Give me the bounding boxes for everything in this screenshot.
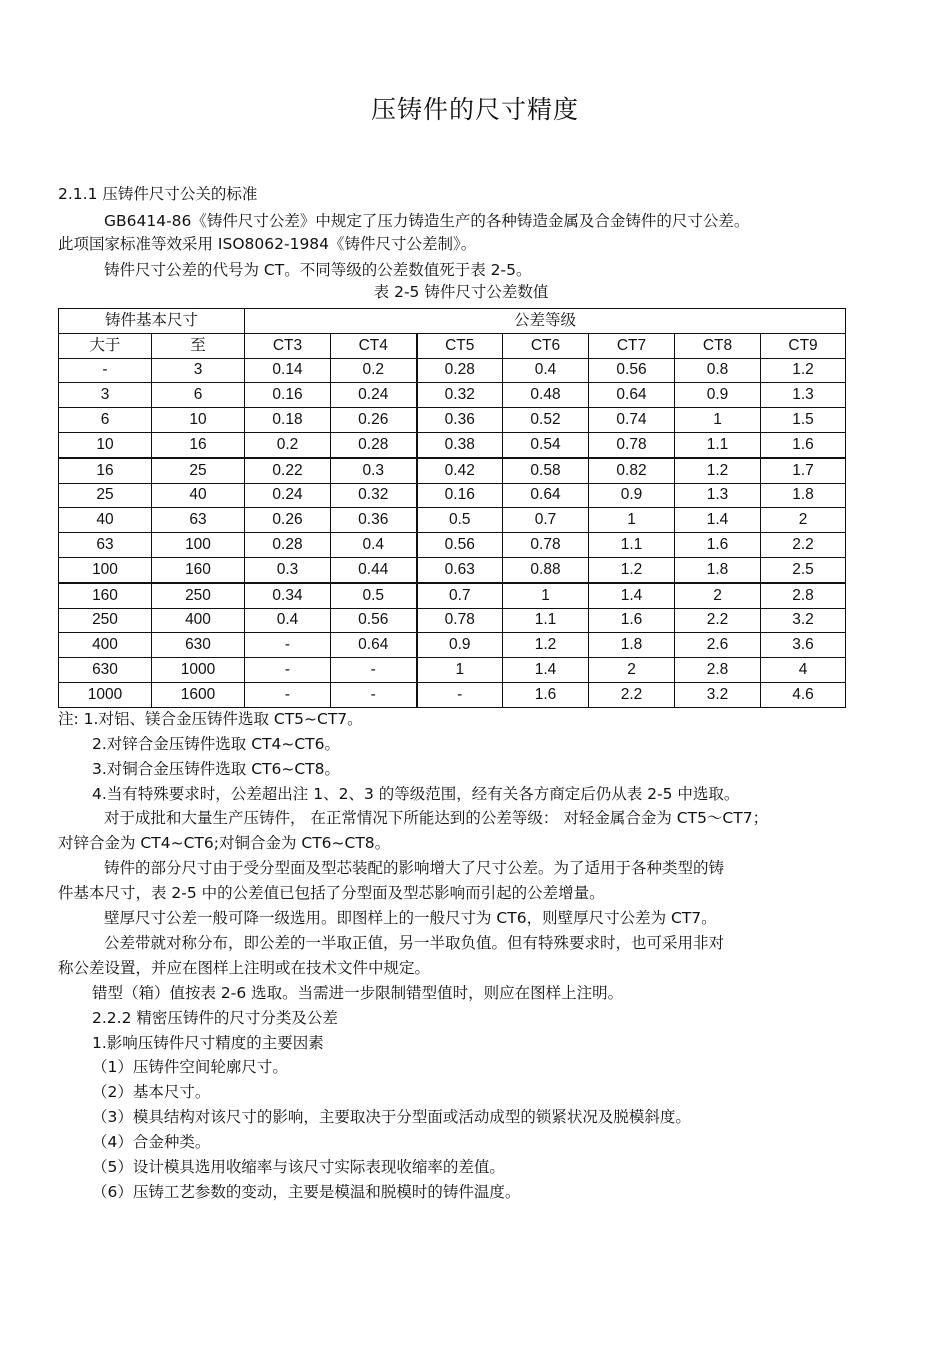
table-cell: 63	[152, 508, 245, 533]
table-cell: -	[417, 682, 503, 707]
table-row	[59, 682, 846, 707]
table-row	[59, 483, 846, 508]
table-cell: 0.7	[417, 583, 503, 608]
table-row	[59, 658, 846, 683]
table-cell: 4.6	[761, 682, 846, 707]
table-cell: 10	[59, 432, 152, 457]
table-cell: 2.5	[761, 557, 846, 582]
table-cell: 0.44	[331, 557, 417, 582]
table-row	[59, 358, 846, 383]
table-cell: -	[245, 682, 331, 707]
table-cell: 0.52	[503, 408, 589, 433]
table-cell: 10	[152, 408, 245, 433]
table-cell: 0.32	[331, 483, 417, 508]
table-cell: 1000	[59, 682, 152, 707]
header-to: 至	[152, 333, 245, 358]
paragraph-7: 错型（箱）值按表 2-6 选取。当需进一步限制错型值时，则应在图样上注明。	[92, 984, 624, 1002]
table-cell: 0.88	[503, 557, 589, 582]
header-tolerance-grade: 公差等级	[245, 309, 846, 334]
table-cell: 1.8	[761, 483, 846, 508]
table-cell: -	[245, 658, 331, 683]
table-cell: 0.64	[589, 383, 675, 408]
table-cell: 2	[675, 583, 761, 608]
table-row	[59, 608, 846, 633]
table-cell: 0.34	[245, 583, 331, 608]
table-cell: 1.3	[761, 383, 846, 408]
header-basic-size: 铸件基本尺寸	[59, 309, 245, 334]
table-cell: 1	[417, 658, 503, 683]
table-row	[59, 557, 846, 582]
table-cell: 0.64	[331, 633, 417, 658]
table-cell: 0.36	[417, 408, 503, 433]
table-cell: 1.5	[761, 408, 846, 433]
table-cell: 2	[589, 658, 675, 683]
table-cell: 0.18	[245, 408, 331, 433]
table-cell: 2	[761, 508, 846, 533]
table-cell: 6	[152, 383, 245, 408]
table-cell: 1.6	[761, 432, 846, 457]
table-cell: 1.8	[675, 557, 761, 582]
table-cell: 1.3	[675, 483, 761, 508]
tolerance-table	[58, 308, 846, 708]
factor-item: （6）压铸工艺参数的变动，主要是模温和脱模时的铸件温度。	[92, 1183, 521, 1201]
table-header-row-1	[59, 309, 846, 334]
table-cell: 0.56	[331, 608, 417, 633]
table-cell: 0.56	[417, 533, 503, 558]
table-cell: 0.78	[417, 608, 503, 633]
table-cell: 0.42	[417, 458, 503, 483]
table-cell: 0.24	[245, 483, 331, 508]
table-cell: 1.2	[761, 358, 846, 383]
table-row	[59, 458, 846, 483]
table-cell: 0.2	[331, 358, 417, 383]
table-cell: 0.28	[245, 533, 331, 558]
table-cell: 400	[59, 633, 152, 658]
table-cell: 25	[152, 458, 245, 483]
table-cell: 0.54	[503, 432, 589, 457]
note-1: 注: 1.对铝、镁合金压铸件选取 CT5~CT7。	[58, 710, 363, 728]
table-cell: 0.64	[503, 483, 589, 508]
table-cell: -	[59, 358, 152, 383]
table-header-row-2	[59, 333, 846, 358]
table-cell: 2.6	[675, 633, 761, 658]
table-cell: 1600	[152, 682, 245, 707]
table-cell: 0.78	[503, 533, 589, 558]
table-cell: 1.2	[589, 557, 675, 582]
table-cell: 0.26	[331, 408, 417, 433]
table-cell: 3	[152, 358, 245, 383]
table-cell: 0.82	[589, 458, 675, 483]
note-2: 2.对锌合金压铸件选取 CT4~CT6。	[92, 735, 341, 753]
table-cell: 16	[59, 458, 152, 483]
table-row	[59, 533, 846, 558]
table-cell: 0.9	[675, 383, 761, 408]
table-cell: 1.8	[589, 633, 675, 658]
table-cell: 1	[675, 408, 761, 433]
factor-item: （4）合金种类。	[92, 1133, 211, 1151]
table-cell: 2.2	[589, 682, 675, 707]
table-cell: 0.3	[245, 557, 331, 582]
paragraph-3-line-2: 对锌合金为 CT4~CT6;对铜合金为 CT6~CT8。	[58, 834, 391, 852]
table-cell: 0.28	[417, 358, 503, 383]
table-cell: 0.4	[245, 608, 331, 633]
table-row	[59, 383, 846, 408]
table-cell: 0.22	[245, 458, 331, 483]
header-ct4: CT4	[331, 333, 417, 358]
table-cell: 1.2	[675, 458, 761, 483]
table-cell: 1.1	[503, 608, 589, 633]
table-cell: 160	[59, 583, 152, 608]
table-cell: 0.26	[245, 508, 331, 533]
paragraph-1-line-1: GB6414-86《铸件尺寸公差》中规定了压力铸造生产的各种铸造金属及合金铸件的尺寸公差。	[104, 212, 750, 230]
table-cell: 0.74	[589, 408, 675, 433]
table-cell: 0.28	[331, 432, 417, 457]
paragraph-4-line-1: 铸件的部分尺寸由于受分型面及型芯装配的影响增大了尺寸公差。为了适用于各种类型的铸	[104, 859, 725, 877]
table-cell: 0.38	[417, 432, 503, 457]
header-ct3: CT3	[245, 333, 331, 358]
header-ct6: CT6	[503, 333, 589, 358]
table-cell: 0.2	[245, 432, 331, 457]
table-cell: 1.1	[675, 432, 761, 457]
table-cell: 0.9	[417, 633, 503, 658]
table-cell: 0.24	[331, 383, 417, 408]
paragraph-6-line-2: 称公差设置，并应在图样上注明或在技术文件中规定。	[58, 959, 431, 977]
table-cell: 0.58	[503, 458, 589, 483]
table-cell: 0.8	[675, 358, 761, 383]
table-cell: 3.2	[761, 608, 846, 633]
table-cell: 100	[152, 533, 245, 558]
table-cell: 4	[761, 658, 846, 683]
table-cell: 250	[152, 583, 245, 608]
table-cell: 1.4	[589, 583, 675, 608]
table-cell: 63	[59, 533, 152, 558]
table-cell: 1.6	[503, 682, 589, 707]
table-cell: 3.2	[675, 682, 761, 707]
table-row	[59, 508, 846, 533]
table-cell: 40	[152, 483, 245, 508]
paragraph-2: 铸件尺寸公差的代号为 CT。不同等级的公差数值死于表 2-5。	[104, 261, 532, 279]
table-cell: 6	[59, 408, 152, 433]
table-cell: -	[245, 633, 331, 658]
table-cell: 0.14	[245, 358, 331, 383]
header-from: 大于	[59, 333, 152, 358]
factor-item: （1）压铸件空间轮廓尺寸。	[92, 1058, 288, 1076]
table-cell: 0.5	[331, 583, 417, 608]
table-cell: 1.4	[503, 658, 589, 683]
table-cell: 0.4	[503, 358, 589, 383]
factor-item: （3）模具结构对该尺寸的影响，主要取决于分型面或活动成型的锁紧状况及脱模斜度。	[92, 1108, 691, 1126]
table-row	[59, 432, 846, 457]
table-cell: 0.5	[417, 508, 503, 533]
table-cell: 3.6	[761, 633, 846, 658]
paragraph-4-line-2: 件基本尺寸，表 2-5 中的公差值已包括了分型面及型芯影响而引起的公差增量。	[58, 884, 605, 902]
table-row	[59, 583, 846, 608]
table-cell: 160	[152, 557, 245, 582]
table-cell: -	[331, 658, 417, 683]
paragraph-3-line-1: 对于成批和大量生产压铸件， 在正常情况下所能达到的公差等级： 对轻金属合金为 CT5～CT7；	[104, 809, 769, 827]
paragraph-6-line-1: 公差带就对称分布，即公差的一半取正值，另一半取负值。但有特殊要求时，也可采用非对	[104, 934, 725, 952]
table-cell: 0.56	[589, 358, 675, 383]
table-cell: 0.63	[417, 557, 503, 582]
subheading-factors: 1.影响压铸件尺寸精度的主要因素	[92, 1034, 324, 1052]
table-caption: 表 2-5 铸件尺寸公差数值	[373, 283, 549, 301]
table-cell: 0.48	[503, 383, 589, 408]
factor-item: （5）设计模具选用收缩率与该尺寸实际表现收缩率的差值。	[92, 1158, 505, 1176]
table-cell: 1.6	[675, 533, 761, 558]
table-cell: -	[331, 682, 417, 707]
header-ct5: CT5	[417, 333, 503, 358]
table-cell: 0.9	[589, 483, 675, 508]
table-cell: 0.16	[417, 483, 503, 508]
table-cell: 40	[59, 508, 152, 533]
table-cell: 1.2	[503, 633, 589, 658]
table-cell: 1.7	[761, 458, 846, 483]
table-cell: 2.8	[675, 658, 761, 683]
header-ct9: CT9	[761, 333, 846, 358]
factor-item: （2）基本尺寸。	[92, 1083, 211, 1101]
table-cell: 1	[589, 508, 675, 533]
note-4: 4.当有特殊要求时，公差超出注 1、2、3 的等级范围，经有关各方商定后仍从表 2-5 中选取。	[92, 785, 740, 803]
table-cell: 100	[59, 557, 152, 582]
table-cell: 0.36	[331, 508, 417, 533]
table-cell: 1.4	[675, 508, 761, 533]
table-cell: 2.2	[761, 533, 846, 558]
table-cell: 250	[59, 608, 152, 633]
table-row	[59, 408, 846, 433]
table-cell: 0.16	[245, 383, 331, 408]
table-cell: 1.1	[589, 533, 675, 558]
section-heading-2-1-1: 2.1.1 压铸件尺寸公关的标准	[58, 185, 258, 203]
table-cell: 630	[152, 633, 245, 658]
paragraph-1-line-2: 此项国家标准等效采用 ISO8062-1984《铸件尺寸公差制》。	[58, 235, 477, 253]
table-cell: 3	[59, 383, 152, 408]
table-cell: 25	[59, 483, 152, 508]
table-cell: 1000	[152, 658, 245, 683]
table-cell: 630	[59, 658, 152, 683]
table-cell: 0.7	[503, 508, 589, 533]
header-ct8: CT8	[675, 333, 761, 358]
document-title: 压铸件的尺寸精度	[370, 95, 579, 124]
note-3: 3.对铜合金压铸件选取 CT6~CT8。	[92, 760, 341, 778]
table-cell: 16	[152, 432, 245, 457]
header-ct7: CT7	[589, 333, 675, 358]
table-cell: 0.32	[417, 383, 503, 408]
table-cell: 1.6	[589, 608, 675, 633]
table-cell: 1	[503, 583, 589, 608]
table-row	[59, 633, 846, 658]
table-cell: 2.8	[761, 583, 846, 608]
table-cell: 0.3	[331, 458, 417, 483]
table-cell: 400	[152, 608, 245, 633]
table-cell: 2.2	[675, 608, 761, 633]
paragraph-5: 壁厚尺寸公差一般可降一级选用。即图样上的一般尺寸为 CT6，则壁厚尺寸公差为 CT7。	[104, 909, 717, 927]
section-heading-2-2-2: 2.2.2 精密压铸件的尺寸分类及公差	[92, 1009, 338, 1027]
table-cell: 0.78	[589, 432, 675, 457]
table-cell: 0.4	[331, 533, 417, 558]
